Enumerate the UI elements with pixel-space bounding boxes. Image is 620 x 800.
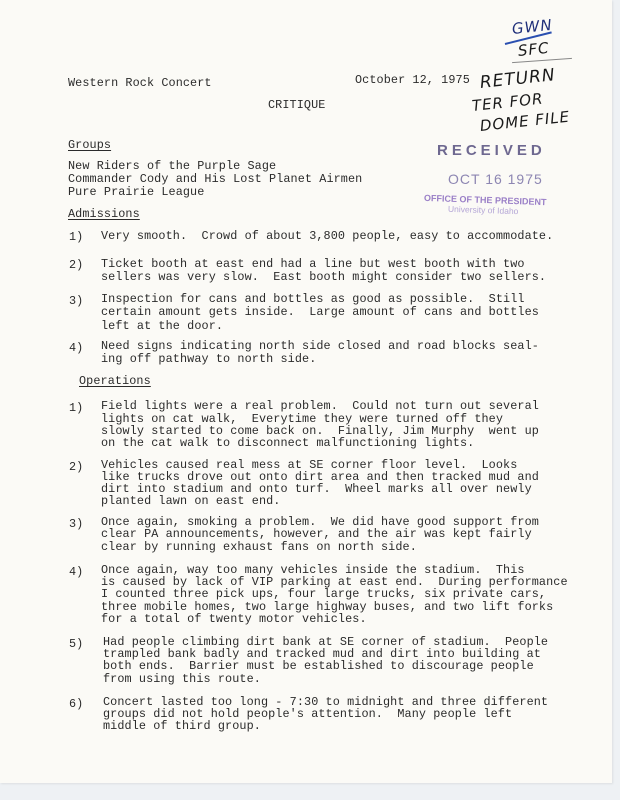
handwritten-initials-struck: GWN xyxy=(511,15,554,38)
item-text: Very smooth. Crowd of about 3,800 people, easy to accommodate. xyxy=(101,229,554,243)
item-text: Once again, way too many vehicles inside the stadium. This xyxy=(101,563,525,577)
item-text: dirt into stadium and onto turf. Wheel marks all over newly xyxy=(101,482,532,496)
item-text: Concert lasted too long - 7:30 to midnight and three different xyxy=(103,695,549,709)
item-text: middle of third group. xyxy=(103,719,261,733)
group-item: Commander Cody and His Lost Planet Airmen xyxy=(68,172,363,186)
item-number: 4) xyxy=(69,341,84,355)
item-number: 5) xyxy=(69,637,84,651)
item-text: on the cat walk to disconnect malfunctioning lights. xyxy=(101,436,475,450)
item-text: I counted three pick ups, four large trucks, six private cars, xyxy=(101,587,547,601)
handwritten-note-line-2: TER FOR xyxy=(471,89,545,115)
item-text: Once again, smoking a problem. We did have good support from xyxy=(101,515,539,529)
item-text: three mobile homes, two large highway buses, and two lift forks xyxy=(101,600,554,614)
item-text: left at the door. xyxy=(101,319,224,333)
item-text: sellers was very slow. East booth might consider two sellers. xyxy=(101,270,547,284)
section-heading-groups: Groups xyxy=(68,138,112,152)
item-text: Vehicles caused real mess at SE corner floor level. Looks xyxy=(101,458,518,472)
item-number: 1) xyxy=(69,230,84,244)
item-text: ing off pathway to north side. xyxy=(101,352,317,366)
item-text: Ticket booth at east end had a line but west booth with two xyxy=(101,257,525,271)
item-number: 2) xyxy=(69,460,84,474)
item-text: from using this route. xyxy=(103,672,261,686)
item-number: 4) xyxy=(69,565,84,579)
item-number: 1) xyxy=(69,401,84,415)
item-text: clear PA announcements, however, and the air was kept fairly xyxy=(101,527,532,541)
item-number: 3) xyxy=(69,294,84,308)
item-text: like trucks drove out onto dirt area and then tracked mud and xyxy=(101,470,539,484)
item-text: Inspection for cans and bottles as good as possible. Still xyxy=(101,292,525,306)
item-text: certain amount gets inside. Large amount of cans and bottles xyxy=(101,305,539,319)
item-text: for a total of twenty motor vehicles. xyxy=(101,612,367,626)
event-name: Western Rock Concert xyxy=(68,76,212,90)
item-text: trampled bank badly and tracked mud and dirt into building at xyxy=(103,647,541,661)
section-heading-operations: Operations xyxy=(79,374,151,388)
item-text: is caused by lack of VIP parking at east end. During performance xyxy=(101,575,568,589)
section-heading-admissions: Admissions xyxy=(68,207,140,221)
stamp-university: University of Idaho xyxy=(447,203,519,217)
item-text: slowly started to come back on. Finally, Jim Murphy went up xyxy=(101,424,539,438)
item-text: lights on cat walk, Everytime they were turned off they xyxy=(101,412,504,426)
stamp-received: RECEIVED xyxy=(437,142,546,159)
stamp-date: OCT 16 1975 xyxy=(448,171,543,187)
document-date: October 12, 1975 xyxy=(355,73,470,87)
item-text: groups did not hold people's attention. Many people left xyxy=(103,707,513,721)
item-text: Field lights were a real problem. Could not turn out several xyxy=(101,399,539,413)
item-text: Need signs indicating north side closed and road blocks seal- xyxy=(101,339,539,353)
handwritten-initials: SFC xyxy=(517,38,551,60)
group-item: New Riders of the Purple Sage xyxy=(68,159,277,173)
handwritten-note-line-1: RETURN xyxy=(478,65,557,93)
item-text: clear by running exhaust fans on north side. xyxy=(101,540,417,554)
item-text: planted lawn on east end. xyxy=(101,494,281,508)
item-number: 2) xyxy=(69,258,84,272)
item-number: 3) xyxy=(69,517,84,531)
group-item: Pure Prairie League xyxy=(68,185,205,199)
handwritten-note-line-3: DOME FILE xyxy=(479,107,571,135)
stamp-office: OFFICE OF THE PRESIDENT xyxy=(423,192,547,208)
item-number: 6) xyxy=(69,697,84,711)
item-text: Had people climbing dirt bank at SE corner of stadium. People xyxy=(103,635,549,649)
page-title: CRITIQUE xyxy=(268,98,326,112)
item-text: both ends. Barrier must be established to discourage people xyxy=(103,659,534,673)
